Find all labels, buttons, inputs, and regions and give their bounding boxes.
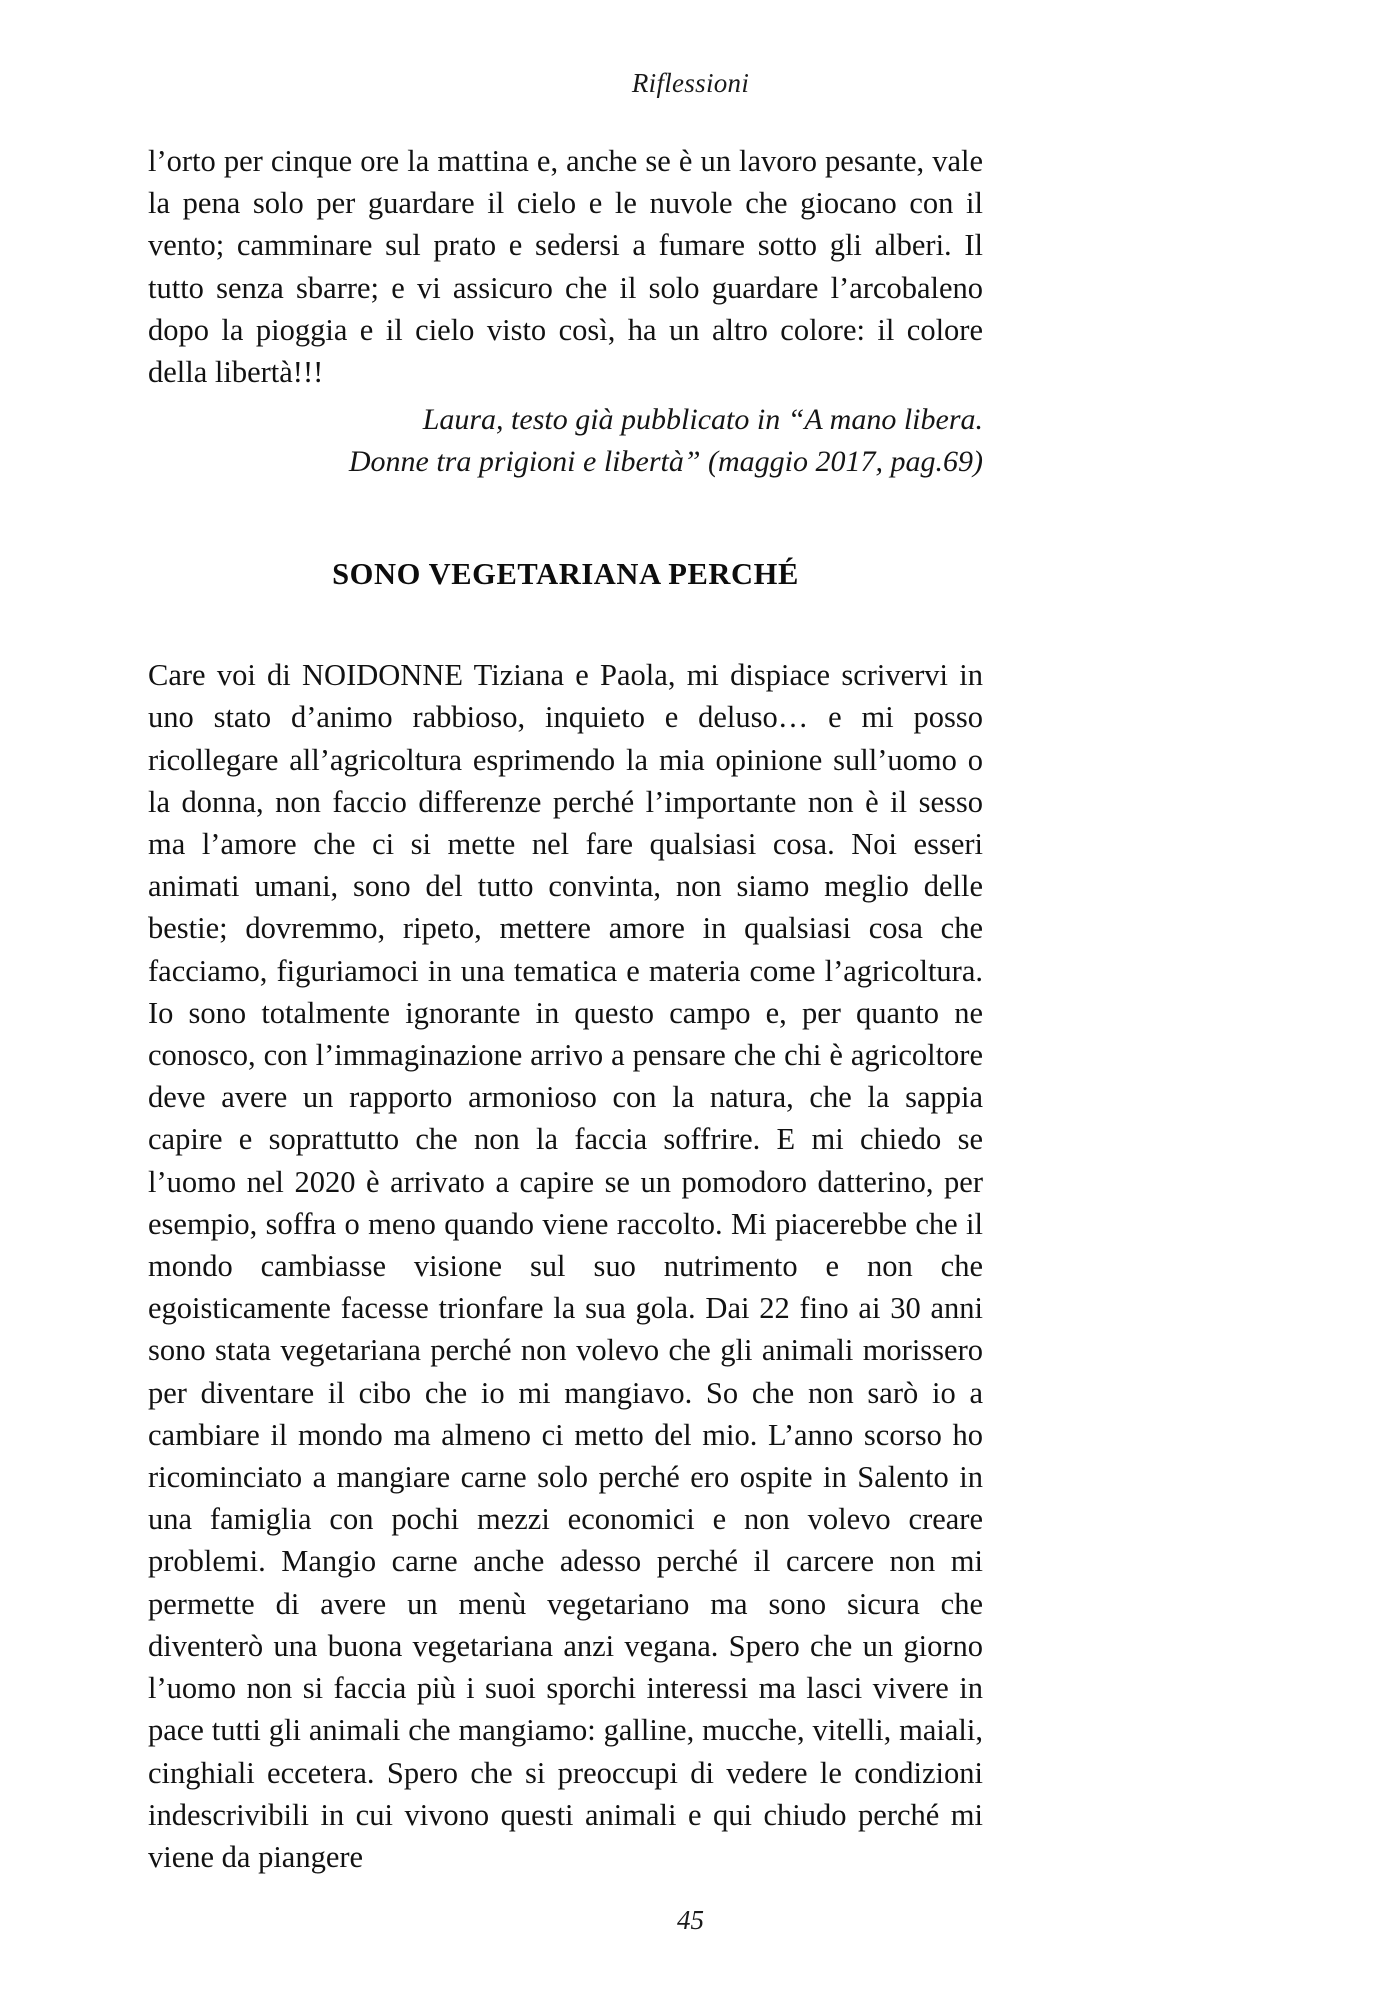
- running-head: Riflessioni: [631, 68, 750, 98]
- continued-paragraph: l’orto per cinque ore la mattina e, anche se è un lavoro pesante, vale la pena solo per guardare il cielo e le nuvole che giocano con il vento; camminare sul prato e sedersi a fumare sotto gli alberi. Il tutto senza sbarre; e vi assicuro che il solo guardare l’arcobaleno dopo la pioggia e il cielo visto così, ha un altro colore: il colore della libertà!!!: [148, 144, 983, 390]
- section-title: SONO VEGETARIANA PERCHÉ: [332, 557, 799, 592]
- article-paragraph: Care voi di NOIDONNE Tiziana e Paola, mi dispiace scrivervi in uno stato d’animo rabbioso, inquieto e deluso… e mi posso ricollegare all’agricoltura esprimendo la mia opinione sull’uomo o la donna, non faccio differenze perché l’importante non è il sesso ma l’amore che ci si mette nel fare qualsiasi cosa. Noi esseri animati umani, sono del tutto convinta, non siamo meglio delle bestie; dovremmo, ripeto, mettere amore in qualsiasi cosa che facciamo, figuriamoci in una tematica e materia come l’agricoltura. Io sono totalmente ignorante in questo campo e, per quanto ne conosco, con l’immaginazione arrivo a pensare che chi è agricoltore deve avere un rapporto armonioso con la natura, che la sappia capire e soprattutto che non la faccia soffrire. E mi chiedo se l’uomo nel 2020 è arrivato a capire se un pomodoro datterino, per esempio, soffra o meno quando viene raccolto. Mi piacerebbe che il mondo cambiasse visione sul suo nutrimento e non che egoisticamente facesse trionfare la sua gola. Dai 22 fino ai 30 anni sono stata vegetariana perché non volevo che gli animali morissero per diventare il cibo che io mi mangiavo. So che non sarò io a cambiare il mondo ma almeno ci metto del mio. L’anno scorso ho ricominciato a mangiare carne solo perché ero ospite in Salento in una famiglia con pochi mezzi economici e non volevo creare problemi. Mangio carne anche adesso perché il carcere non mi permette di avere un menù vegetariano ma sono sicura che diventerò una buona vegetariana anzi vegana. Spero che un giorno l’uomo non si faccia più i suoi sporchi interessi ma lasci vivere in pace tutti gli animali che mangiamo: galline, mucche, vitelli, maiali, cinghiali eccetera. Spero che si preoccupi di vedere le condizioni indescrivibili in cui vivono questi animali e qui chiudo perché mi viene da piangere: [148, 658, 983, 1874]
- attribution-line-2: Donne tra prigioni e libertà” (maggio 2017, pag.69): [348, 445, 983, 479]
- attribution-line-1: Laura, testo già pubblicato in “A mano libera.: [422, 403, 983, 437]
- page-number: 45: [677, 1905, 704, 1935]
- title-top-spacer: [148, 483, 983, 557]
- title-bottom-spacer: [148, 592, 983, 654]
- attribution-block: [148, 399, 983, 483]
- page-content: [148, 140, 983, 1878]
